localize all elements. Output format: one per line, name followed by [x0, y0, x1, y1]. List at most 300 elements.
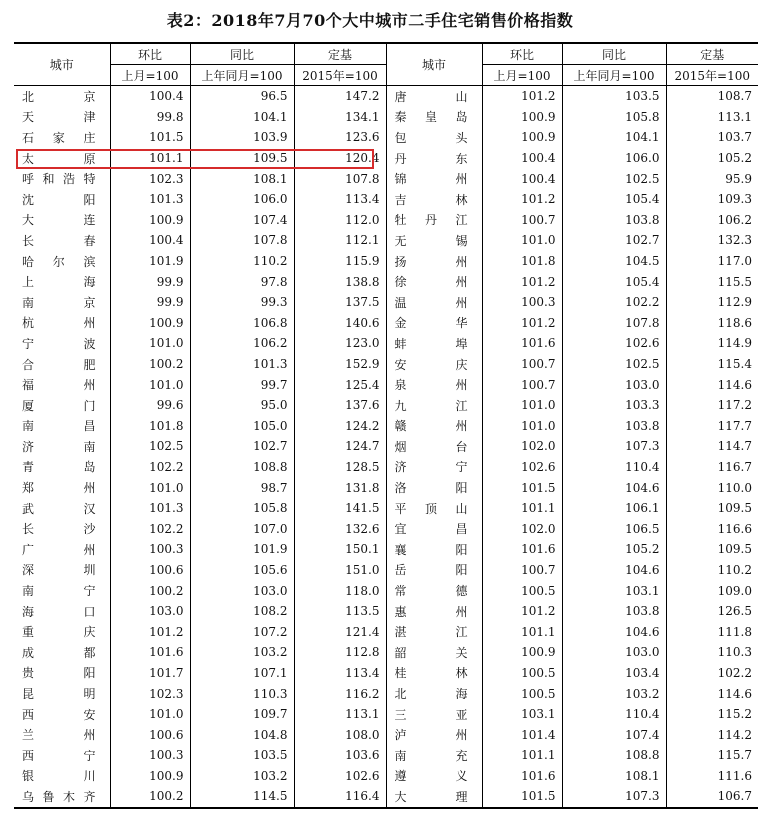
base-cell: 123.0 [294, 333, 386, 354]
mom-cell: 99.9 [110, 292, 190, 313]
mom-cell: 100.2 [110, 354, 190, 375]
city-cell: 平顶山 [386, 498, 482, 519]
city-cell: 广州 [22, 542, 96, 557]
mom-cell: 101.0 [110, 704, 190, 725]
yoy-cell: 110.3 [190, 683, 294, 704]
city-cell: 贵阳 [22, 666, 96, 681]
base-cell: 117.2 [666, 395, 758, 416]
city-cell: 宁波 [22, 336, 96, 351]
mom-cell: 100.9 [482, 127, 562, 148]
mom-cell: 101.3 [110, 498, 190, 519]
mom-cell: 101.0 [110, 333, 190, 354]
city-cell: 韶关 [386, 642, 482, 663]
mom-cell: 101.6 [482, 539, 562, 560]
yoy-cell: 104.1 [562, 127, 666, 148]
table-row [14, 704, 758, 725]
city-cell: 长春 [22, 233, 96, 248]
mom-cell: 100.3 [110, 539, 190, 560]
yoy-cell: 103.8 [562, 416, 666, 437]
table-row [14, 477, 758, 498]
base-cell: 107.8 [294, 168, 386, 189]
mom-cell: 101.5 [482, 477, 562, 498]
base-cell: 140.6 [294, 313, 386, 334]
base-cell: 103.6 [294, 745, 386, 766]
yoy-cell: 105.0 [190, 416, 294, 437]
yoy-cell: 104.6 [562, 477, 666, 498]
base-cell: 109.3 [666, 189, 758, 210]
table-row [14, 127, 758, 148]
yoy-cell: 103.2 [562, 683, 666, 704]
base-cell: 113.1 [294, 704, 386, 725]
base-cell: 116.6 [666, 518, 758, 539]
base-cell: 114.9 [666, 333, 758, 354]
mom-cell: 101.9 [110, 251, 190, 272]
city-cell: 包头 [386, 127, 482, 148]
table-row [14, 230, 758, 251]
base-cell: 114.7 [666, 436, 758, 457]
city-cell: 郑州 [22, 481, 96, 496]
base-cell: 109.0 [666, 580, 758, 601]
mom-cell: 100.2 [110, 786, 190, 808]
city-cell: 重庆 [22, 625, 96, 640]
city-cell: 南充 [386, 745, 482, 766]
city-cell: 金华 [386, 313, 482, 334]
mom-cell: 101.2 [110, 621, 190, 642]
base-cell: 121.4 [294, 621, 386, 642]
yoy-cell: 104.6 [562, 560, 666, 581]
table-row [14, 642, 758, 663]
fixed-base-subheader: 2015年=100 [666, 65, 758, 86]
yoy-cell: 104.5 [562, 251, 666, 272]
base-cell: 117.0 [666, 251, 758, 272]
table-row [14, 189, 758, 210]
base-cell: 137.6 [294, 395, 386, 416]
yoy-cell: 107.3 [562, 436, 666, 457]
city-cell: 桂林 [386, 663, 482, 684]
city-cell: 宜昌 [386, 518, 482, 539]
city-cell: 大理 [386, 786, 482, 808]
mom-cell: 102.0 [482, 436, 562, 457]
base-cell: 110.3 [666, 642, 758, 663]
base-cell: 123.6 [294, 127, 386, 148]
mom-cell: 103.1 [482, 704, 562, 725]
base-cell: 102.2 [666, 663, 758, 684]
base-cell: 111.8 [666, 621, 758, 642]
mom-cell: 100.4 [110, 86, 190, 107]
mom-cell: 100.9 [482, 642, 562, 663]
table-row [14, 745, 758, 766]
city-cell: 济南 [22, 439, 96, 454]
yoy-cell: 107.1 [190, 663, 294, 684]
yoy-cell: 107.0 [190, 518, 294, 539]
yoy-cell: 102.2 [562, 292, 666, 313]
city-cell: 青岛 [22, 460, 96, 475]
price-index-table [14, 42, 758, 809]
base-cell: 147.2 [294, 86, 386, 107]
yoy-cell: 104.6 [562, 621, 666, 642]
table-row [14, 724, 758, 745]
yoy-cell: 103.8 [562, 601, 666, 622]
table-row [14, 271, 758, 292]
city-cell: 太原 [22, 151, 96, 166]
table-row [14, 354, 758, 375]
city-cell: 秦皇岛 [386, 107, 482, 128]
base-cell: 117.7 [666, 416, 758, 437]
base-cell: 132.6 [294, 518, 386, 539]
city-cell: 遵义 [386, 766, 482, 787]
base-cell: 110.2 [666, 560, 758, 581]
city-cell: 兰州 [22, 728, 96, 743]
base-cell: 113.5 [294, 601, 386, 622]
yoy-cell: 102.6 [562, 333, 666, 354]
yoy-cell: 107.2 [190, 621, 294, 642]
base-cell: 114.2 [666, 724, 758, 745]
mom-cell: 99.8 [110, 107, 190, 128]
yoy-cell: 105.4 [562, 271, 666, 292]
city-cell: 蚌埠 [386, 333, 482, 354]
yoy-cell: 105.2 [562, 539, 666, 560]
city-cell: 九江 [386, 395, 482, 416]
city-cell: 西安 [22, 707, 96, 722]
mom-cell: 99.9 [110, 271, 190, 292]
mom-cell: 100.4 [482, 148, 562, 169]
yoy-cell: 107.8 [562, 313, 666, 334]
mom-cell: 100.7 [482, 374, 562, 395]
yoy-cell: 96.5 [190, 86, 294, 107]
city-cell: 三亚 [386, 704, 482, 725]
city-cell: 合肥 [22, 357, 96, 372]
city-cell: 唐山 [386, 86, 482, 107]
table-title: 表2：2018年7月70个大中城市二手住宅销售价格指数 [166, 11, 574, 30]
mom-cell: 100.4 [110, 230, 190, 251]
mom-cell: 100.5 [482, 580, 562, 601]
city-cell: 岳阳 [386, 560, 482, 581]
city-cell: 上海 [22, 275, 96, 290]
mom-cell: 100.4 [482, 168, 562, 189]
city-cell: 丹东 [386, 148, 482, 169]
yoy-cell: 104.8 [190, 724, 294, 745]
mom-cell: 100.9 [482, 107, 562, 128]
base-cell: 151.0 [294, 560, 386, 581]
yoy-cell: 105.8 [190, 498, 294, 519]
mom-cell: 100.6 [110, 724, 190, 745]
table-row [14, 580, 758, 601]
table-row [14, 518, 758, 539]
yoy-cell: 114.5 [190, 786, 294, 808]
mom-cell: 100.7 [482, 210, 562, 231]
yoy-cell: 107.4 [190, 210, 294, 231]
yoy-cell: 107.8 [190, 230, 294, 251]
city-cell: 杭州 [22, 316, 96, 331]
base-cell: 116.7 [666, 457, 758, 478]
yoy-cell: 101.9 [190, 539, 294, 560]
yoy-cell: 98.7 [190, 477, 294, 498]
base-cell: 141.5 [294, 498, 386, 519]
city-cell: 乌鲁木齐 [14, 786, 110, 808]
city-cell: 北海 [386, 683, 482, 704]
yoy-cell: 103.9 [190, 127, 294, 148]
mom-base-subheader: 上月=100 [482, 65, 562, 86]
table-row [14, 786, 758, 808]
yoy-cell: 108.1 [562, 766, 666, 787]
mom-cell: 102.5 [110, 436, 190, 457]
mom-cell: 101.1 [482, 745, 562, 766]
mom-cell: 101.0 [482, 395, 562, 416]
city-column-header: 城市 [14, 43, 110, 86]
city-cell: 石家庄 [22, 130, 96, 145]
base-cell: 109.5 [666, 539, 758, 560]
yoy-cell: 103.0 [562, 374, 666, 395]
city-cell: 呼和浩特 [22, 172, 96, 187]
mom-column-header: 环比 [110, 43, 190, 65]
mom-cell: 101.0 [482, 230, 562, 251]
table-row [14, 539, 758, 560]
table-row [14, 313, 758, 334]
mom-cell: 101.3 [110, 189, 190, 210]
base-cell: 118.0 [294, 580, 386, 601]
yoy-cell: 102.5 [562, 168, 666, 189]
city-cell: 洛阳 [386, 477, 482, 498]
yoy-cell: 103.3 [562, 395, 666, 416]
city-cell: 扬州 [386, 251, 482, 272]
table-row [14, 86, 758, 107]
city-cell: 沈阳 [22, 192, 96, 207]
mom-cell: 101.0 [110, 374, 190, 395]
base-cell: 138.8 [294, 271, 386, 292]
city-cell: 昆明 [22, 687, 96, 702]
yoy-column-header: 同比 [562, 43, 666, 65]
mom-cell: 100.9 [110, 766, 190, 787]
city-cell: 牡丹江 [386, 210, 482, 231]
table-row [14, 416, 758, 437]
mom-cell: 101.2 [482, 601, 562, 622]
base-cell: 95.9 [666, 168, 758, 189]
yoy-cell: 106.0 [190, 189, 294, 210]
mom-cell: 100.9 [110, 313, 190, 334]
city-cell: 济宁 [386, 457, 482, 478]
city-column-header: 城市 [386, 43, 482, 86]
city-cell: 天津 [22, 110, 96, 125]
city-cell: 深圳 [22, 563, 96, 578]
yoy-cell: 103.2 [190, 766, 294, 787]
city-cell: 襄阳 [386, 539, 482, 560]
mom-column-header: 环比 [482, 43, 562, 65]
table-row [14, 436, 758, 457]
table-row [14, 107, 758, 128]
base-cell: 112.0 [294, 210, 386, 231]
table-row [14, 251, 758, 272]
table-row [14, 210, 758, 231]
mom-cell: 101.6 [482, 766, 562, 787]
city-cell: 南昌 [22, 419, 96, 434]
base-cell: 124.2 [294, 416, 386, 437]
yoy-cell: 95.0 [190, 395, 294, 416]
yoy-base-subheader: 上年同月=100 [190, 65, 294, 86]
mom-base-subheader: 上月=100 [110, 65, 190, 86]
base-cell: 132.3 [666, 230, 758, 251]
base-cell: 105.2 [666, 148, 758, 169]
yoy-cell: 97.8 [190, 271, 294, 292]
yoy-cell: 106.0 [562, 148, 666, 169]
base-cell: 111.6 [666, 766, 758, 787]
yoy-cell: 108.8 [562, 745, 666, 766]
base-cell: 109.5 [666, 498, 758, 519]
base-cell: 110.0 [666, 477, 758, 498]
yoy-cell: 109.5 [190, 148, 294, 169]
base-cell: 116.2 [294, 683, 386, 704]
mom-cell: 101.5 [110, 127, 190, 148]
yoy-cell: 108.8 [190, 457, 294, 478]
table-row [14, 292, 758, 313]
yoy-cell: 108.1 [190, 168, 294, 189]
base-column-header: 定基 [294, 43, 386, 65]
yoy-cell: 104.1 [190, 107, 294, 128]
table-row [14, 601, 758, 622]
city-cell: 南京 [22, 295, 96, 310]
mom-cell: 101.7 [110, 663, 190, 684]
base-cell: 114.6 [666, 683, 758, 704]
base-cell: 118.6 [666, 313, 758, 334]
table-row [14, 766, 758, 787]
base-cell: 115.7 [666, 745, 758, 766]
yoy-cell: 110.4 [562, 704, 666, 725]
yoy-cell: 103.1 [562, 580, 666, 601]
city-cell: 烟台 [386, 436, 482, 457]
city-cell: 南宁 [22, 584, 96, 599]
yoy-cell: 105.8 [562, 107, 666, 128]
mom-cell: 101.5 [482, 786, 562, 808]
mom-cell: 102.3 [110, 168, 190, 189]
city-cell: 常德 [386, 580, 482, 601]
base-cell: 103.7 [666, 127, 758, 148]
city-cell: 武汉 [22, 501, 96, 516]
mom-cell: 101.6 [110, 642, 190, 663]
base-cell: 126.5 [666, 601, 758, 622]
mom-cell: 102.0 [482, 518, 562, 539]
base-cell: 112.1 [294, 230, 386, 251]
yoy-cell: 110.4 [562, 457, 666, 478]
base-cell: 106.7 [666, 786, 758, 808]
mom-cell: 101.1 [482, 621, 562, 642]
city-cell: 徐州 [386, 271, 482, 292]
base-cell: 115.9 [294, 251, 386, 272]
mom-cell: 101.2 [482, 271, 562, 292]
base-cell: 113.4 [294, 189, 386, 210]
city-cell: 哈尔滨 [22, 254, 96, 269]
base-cell: 134.1 [294, 107, 386, 128]
yoy-cell: 110.2 [190, 251, 294, 272]
mom-cell: 102.6 [482, 457, 562, 478]
yoy-cell: 105.4 [562, 189, 666, 210]
mom-cell: 103.0 [110, 601, 190, 622]
yoy-cell: 102.7 [562, 230, 666, 251]
mom-cell: 101.0 [110, 477, 190, 498]
base-cell: 113.1 [666, 107, 758, 128]
table-row [14, 560, 758, 581]
mom-cell: 99.6 [110, 395, 190, 416]
mom-cell: 101.6 [482, 333, 562, 354]
base-cell: 125.4 [294, 374, 386, 395]
fixed-base-subheader: 2015年=100 [294, 65, 386, 86]
city-cell: 银川 [22, 769, 96, 784]
mom-cell: 101.1 [482, 498, 562, 519]
yoy-cell: 103.2 [190, 642, 294, 663]
yoy-cell: 103.4 [562, 663, 666, 684]
table-row [14, 333, 758, 354]
table-row [14, 663, 758, 684]
yoy-cell: 102.7 [190, 436, 294, 457]
table-row [14, 498, 758, 519]
city-cell: 长沙 [22, 522, 96, 537]
yoy-cell: 103.5 [190, 745, 294, 766]
table-row [14, 168, 758, 189]
mom-cell: 100.3 [110, 745, 190, 766]
base-cell: 124.7 [294, 436, 386, 457]
base-cell: 150.1 [294, 539, 386, 560]
table-row [14, 374, 758, 395]
city-cell: 西宁 [22, 748, 96, 763]
base-cell: 131.8 [294, 477, 386, 498]
yoy-column-header: 同比 [190, 43, 294, 65]
city-cell: 泉州 [386, 374, 482, 395]
base-cell: 137.5 [294, 292, 386, 313]
base-cell: 112.8 [294, 642, 386, 663]
yoy-cell: 99.3 [190, 292, 294, 313]
city-cell: 安庆 [386, 354, 482, 375]
table-row [14, 148, 758, 169]
base-cell: 113.4 [294, 663, 386, 684]
yoy-cell: 102.5 [562, 354, 666, 375]
table-body [14, 86, 758, 808]
city-cell: 厦门 [22, 398, 96, 413]
mom-cell: 101.0 [482, 416, 562, 437]
mom-cell: 102.2 [110, 518, 190, 539]
city-cell: 湛江 [386, 621, 482, 642]
yoy-cell: 103.8 [562, 210, 666, 231]
table-row [14, 683, 758, 704]
city-cell: 成都 [22, 645, 96, 660]
mom-cell: 101.1 [110, 148, 190, 169]
base-cell: 106.2 [666, 210, 758, 231]
base-column-header: 定基 [666, 43, 758, 65]
mom-cell: 101.8 [482, 251, 562, 272]
mom-cell: 101.2 [482, 189, 562, 210]
yoy-cell: 99.7 [190, 374, 294, 395]
base-cell: 152.9 [294, 354, 386, 375]
city-cell: 吉林 [386, 189, 482, 210]
base-cell: 108.7 [666, 86, 758, 107]
yoy-base-subheader: 上年同月=100 [562, 65, 666, 86]
mom-cell: 101.2 [482, 86, 562, 107]
mom-cell: 102.2 [110, 457, 190, 478]
mom-cell: 100.7 [482, 354, 562, 375]
table-row [14, 395, 758, 416]
yoy-cell: 106.2 [190, 333, 294, 354]
mom-cell: 101.4 [482, 724, 562, 745]
mom-cell: 100.3 [482, 292, 562, 313]
base-cell: 115.4 [666, 354, 758, 375]
city-cell: 温州 [386, 292, 482, 313]
yoy-cell: 101.3 [190, 354, 294, 375]
city-cell: 海口 [22, 604, 96, 619]
mom-cell: 100.5 [482, 683, 562, 704]
base-cell: 108.0 [294, 724, 386, 745]
yoy-cell: 107.3 [562, 786, 666, 808]
table-row [14, 457, 758, 478]
mom-cell: 100.6 [110, 560, 190, 581]
mom-cell: 102.3 [110, 683, 190, 704]
city-cell: 赣州 [386, 416, 482, 437]
